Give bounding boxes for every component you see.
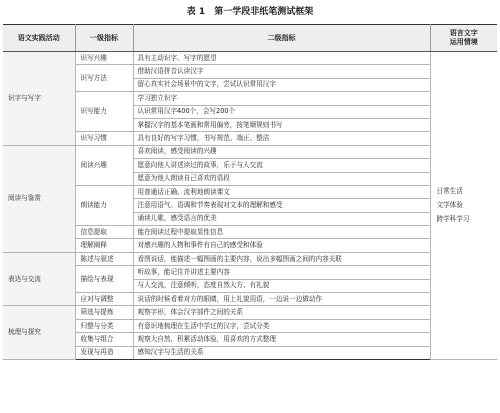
table-header-row [3,25,497,52]
table-row [3,293,497,306]
level1-indicator-cell: 识写方法 [75,65,133,92]
level2-indicator-cell: 说话的时候看着对方的眼睛，用上礼貌用语，一边说一边做动作 [133,293,430,306]
level2-indicator-cell: 诵读儿歌，感受语言的优美 [133,212,430,225]
level1-indicator-cell: 信息提取 [75,226,133,239]
table-row [3,185,497,198]
table-row [3,226,497,239]
table-row [3,319,497,332]
level2-indicator-cell: 有意识地梳理在生活中学过的汉字，尝试分类 [133,319,430,332]
level1-indicator-cell: 收集与组合 [75,333,133,346]
table-row [3,252,497,265]
level2-indicator-cell: 能在阅读过程中提取显性信息 [133,226,430,239]
header-level1: 一级指标 [75,25,133,52]
level1-indicator-cell: 归整与分类 [75,319,133,332]
level2-indicator-cell: 借助汉语拼音认读汉字 [133,65,430,78]
table-row [3,132,497,145]
activity-cell: 梳理与探究 [3,306,75,360]
table-row [3,92,497,105]
level1-indicator-cell: 描绘与表现 [75,266,133,293]
level2-indicator-cell: 观察大自然，积累活动体验，用喜欢的方式整理 [133,333,430,346]
table-row [3,52,497,65]
level1-indicator-cell: 识写习惯 [75,132,133,145]
level1-indicator-cell: 朗读能力 [75,185,133,225]
level2-indicator-cell: 具有良好的写字习惯，书写规范、端正、整洁 [133,132,430,145]
level2-indicator-cell: 留心真实社会场景中的文字，尝试认识常用汉字 [133,78,430,91]
level2-indicator-cell: 掌握汉字的基本笔画和常用偏旁，按笔顺规则书写 [133,118,430,131]
context-item: 文学体验 [436,201,463,210]
level1-indicator-cell: 陈述与叙述 [75,252,133,265]
level1-indicator-cell: 筛选与提炼 [75,306,133,319]
header-activity: 语文实践活动 [3,25,75,52]
table-row [3,65,497,78]
level2-indicator-cell: 看图说话，能描述一幅图画的主要内容，说出多幅图画之间的内容关联 [133,252,430,265]
level2-indicator-cell: 具有主动识字、写字的愿望 [133,52,430,65]
table-row [3,266,497,279]
context-item: 日常生活 [436,187,463,196]
level2-indicator-cell: 喜欢阅读，感受阅读的兴趣 [133,145,430,158]
header-context-line2: 运用情境 [449,38,478,46]
level2-indicator-cell: 观察字形，体会汉字部件之间的关系 [133,306,430,319]
level2-indicator-cell: 听故事，能记住并讲述主要内容 [133,266,430,279]
level2-indicator-cell: 认识常用汉字400个，会写200个 [133,105,430,118]
table-body [3,52,497,360]
level2-indicator-cell: 愿意为他人朗读自己喜欢的语段 [133,172,430,185]
framework-table [3,24,497,360]
header-context [430,25,497,52]
level2-indicator-cell: 注意用语气、语调和节奏表现对文本的理解和感受 [133,199,430,212]
header-level2: 二级指标 [133,25,430,52]
level1-indicator-cell: 阅读兴趣 [75,145,133,185]
table-caption: 表 1 第一学段非纸笔测试框架 [186,7,314,17]
activity-cell: 阅读与鉴赏 [3,145,75,252]
level1-indicator-cell: 发现与再造 [75,346,133,359]
table-row [3,145,497,158]
context-cell [430,52,497,360]
level1-indicator-cell: 应对与调整 [75,293,133,306]
level1-indicator-cell: 理解阐释 [75,239,133,252]
table-row [3,333,497,346]
level2-indicator-cell: 愿意向他人讲述读过的故事，乐于与人交流 [133,159,430,172]
header-context-line1: 语言文字 [449,29,478,37]
level2-indicator-cell: 对感兴趣的人物和事件有自己的感受和体验 [133,239,430,252]
level2-indicator-cell: 用普通话正确、流利地朗读课文 [133,185,430,198]
table-row [3,346,497,359]
level2-indicator-cell: 与人交流，注意倾听，态度自然大方、有礼貌 [133,279,430,292]
table-row [3,306,497,319]
level2-indicator-cell: 感知汉字与生活的关系 [133,346,430,359]
table-row [3,239,497,252]
activity-cell: 识字与写字 [3,52,75,146]
level1-indicator-cell: 识写兴趣 [75,52,133,65]
level1-indicator-cell: 识写能力 [75,92,133,132]
context-item: 跨学科学习 [436,215,470,224]
activity-cell: 表达与交流 [3,252,75,306]
level2-indicator-cell: 学习独立识字 [133,92,430,105]
